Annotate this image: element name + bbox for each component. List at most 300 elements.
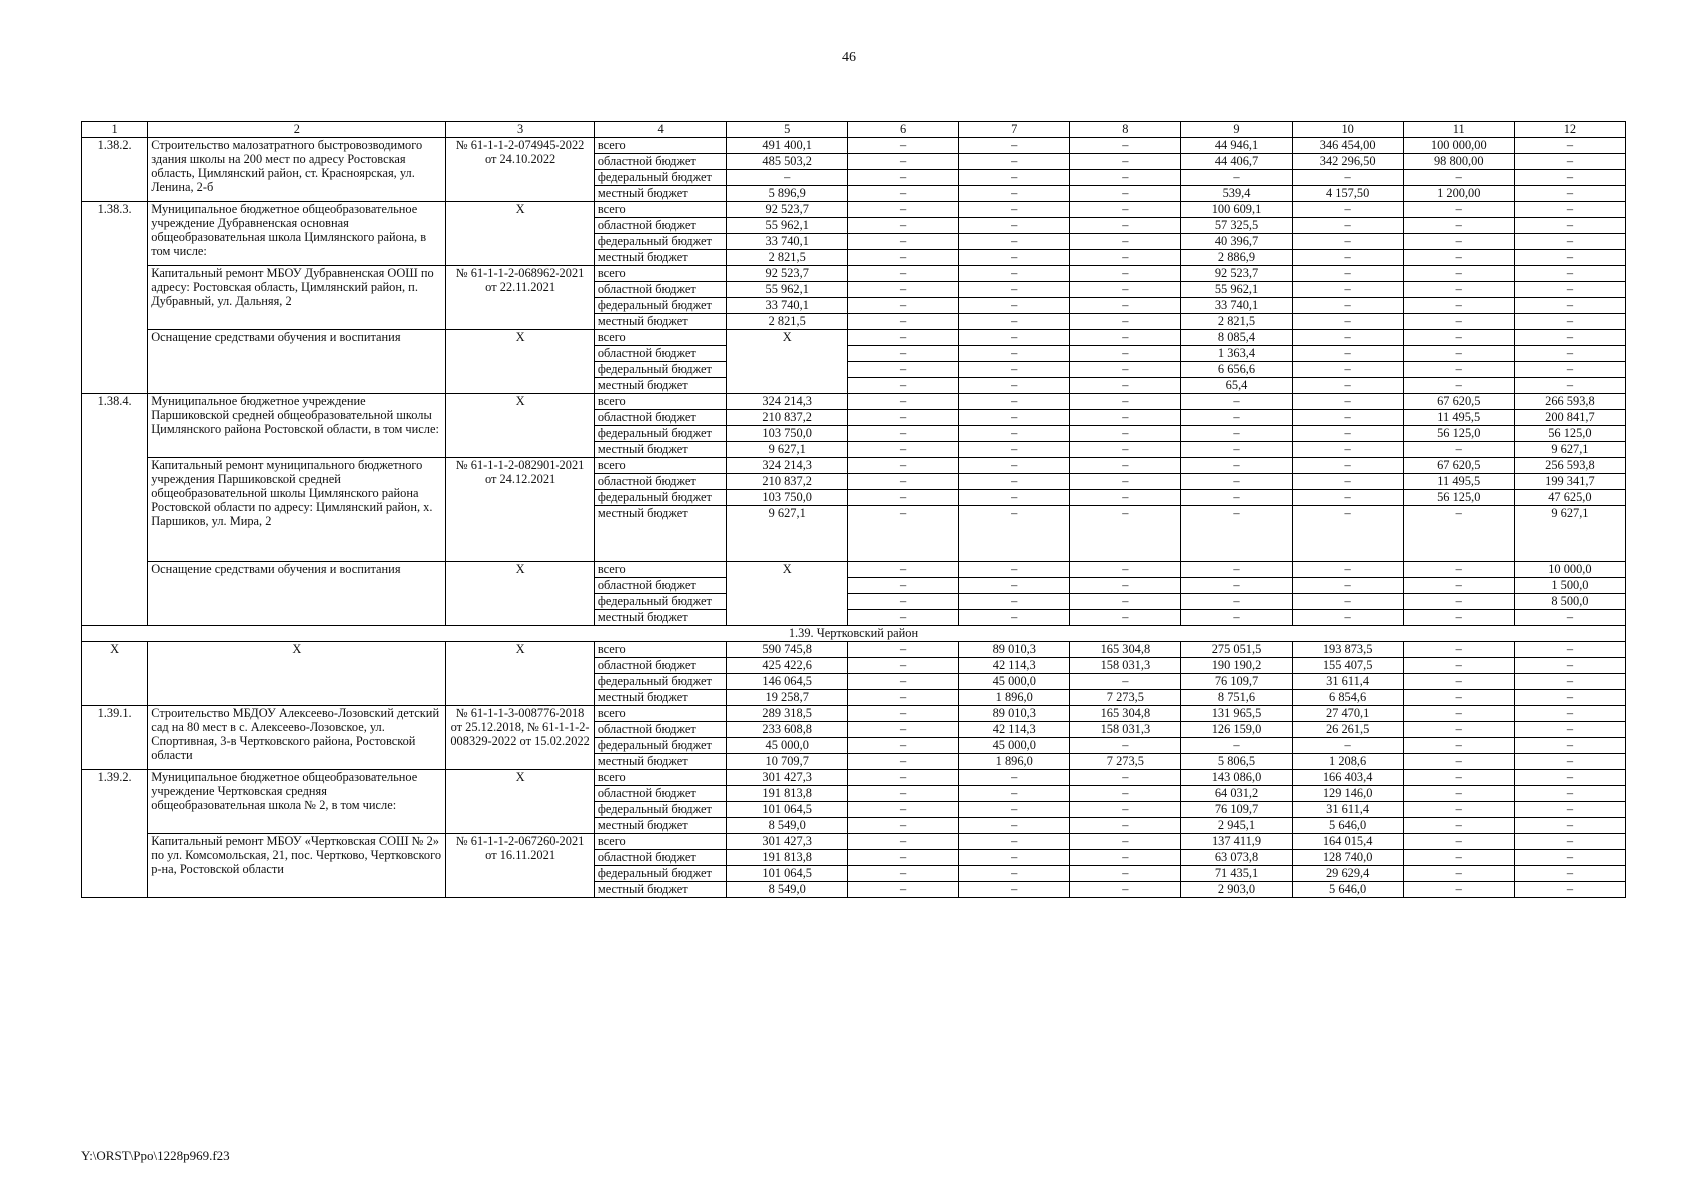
table-cell: – [1181, 170, 1292, 186]
table-row [82, 330, 1626, 346]
table-cell: – [1292, 738, 1403, 754]
table-cell: – [959, 562, 1070, 578]
table-cell: № 61-1-1-2-074945-2022 от 24.10.2022 [446, 138, 595, 202]
table-cell: 137 411,9 [1181, 834, 1292, 850]
table-cell: – [848, 738, 959, 754]
table-cell: – [1403, 722, 1514, 738]
table-cell: – [1403, 866, 1514, 882]
table-cell: 45 000,0 [959, 738, 1070, 754]
table-cell: 131 965,5 [1181, 706, 1292, 722]
table-cell: местный бюджет [594, 442, 726, 458]
table-cell: 2 821,5 [727, 314, 848, 330]
table-cell: местный бюджет [594, 610, 726, 626]
table-cell: областной бюджет [594, 474, 726, 490]
table-cell: – [1514, 674, 1625, 690]
table-cell: 9 627,1 [1514, 442, 1625, 458]
table-cell: – [1292, 578, 1403, 594]
table-cell: – [848, 202, 959, 218]
table-cell: – [1181, 458, 1292, 474]
table-cell: – [1292, 282, 1403, 298]
table-cell: – [1292, 426, 1403, 442]
table-cell: – [1514, 202, 1625, 218]
section-header-row [82, 626, 1626, 642]
table-cell: – [1514, 346, 1625, 362]
table-cell: 158 031,3 [1070, 658, 1181, 674]
table-cell: 8 549,0 [727, 818, 848, 834]
table-cell: 67 620,5 [1403, 394, 1514, 410]
table-cell: 324 214,3 [727, 458, 848, 474]
table-cell: – [1514, 754, 1625, 770]
table-cell: – [959, 170, 1070, 186]
column-number: 4 [594, 122, 726, 138]
table-cell: – [1292, 170, 1403, 186]
table-cell: – [1403, 562, 1514, 578]
table-cell: – [1292, 442, 1403, 458]
table-cell: федеральный бюджет [594, 674, 726, 690]
table-cell: – [1070, 298, 1181, 314]
table-cell: – [1514, 362, 1625, 378]
table-cell: – [1070, 314, 1181, 330]
table-cell: всего [594, 706, 726, 722]
table-cell: 11 495,5 [1403, 474, 1514, 490]
table-cell: – [1292, 346, 1403, 362]
table-cell: – [1181, 410, 1292, 426]
table-cell: областной бюджет [594, 154, 726, 170]
footer-file-path: Y:\ORST\Ppo\1228p969.f23 [81, 1148, 230, 1163]
table-cell: – [1181, 490, 1292, 506]
table-cell: 101 064,5 [727, 866, 848, 882]
table-cell: 289 318,5 [727, 706, 848, 722]
table-cell: – [959, 410, 1070, 426]
table-cell: местный бюджет [594, 506, 726, 562]
table-cell: Оснащение средствами обучения и воспитания [148, 562, 446, 626]
table-cell: – [1070, 170, 1181, 186]
table-cell: областной бюджет [594, 346, 726, 362]
table-cell: 44 946,1 [1181, 138, 1292, 154]
table-cell: – [1403, 346, 1514, 362]
table-cell: 539,4 [1181, 186, 1292, 202]
table-cell: – [1070, 378, 1181, 394]
table-cell: – [959, 458, 1070, 474]
table-cell: 8 085,4 [1181, 330, 1292, 346]
table-cell: – [848, 458, 959, 474]
table-cell: 6 854,6 [1292, 690, 1403, 706]
table-cell: – [959, 610, 1070, 626]
table-cell: местный бюджет [594, 314, 726, 330]
table-cell: – [848, 170, 959, 186]
table-cell: – [1292, 594, 1403, 610]
table-cell: – [959, 186, 1070, 202]
table-cell: – [848, 770, 959, 786]
table-cell: 33 740,1 [727, 298, 848, 314]
table-cell: – [848, 882, 959, 898]
table-cell: – [1181, 594, 1292, 610]
table-cell: – [848, 722, 959, 738]
table-cell: № 61-1-1-2-068962-2021 от 22.11.2021 [446, 266, 595, 330]
table-cell: – [848, 562, 959, 578]
table-cell: 19 258,7 [727, 690, 848, 706]
table-cell: 42 114,3 [959, 722, 1070, 738]
table-cell: – [848, 818, 959, 834]
table-cell: – [1292, 362, 1403, 378]
table-cell: 1.38.3. [82, 202, 148, 394]
table-cell: 143 086,0 [1181, 770, 1292, 786]
table-cell: – [848, 266, 959, 282]
table-cell: – [1070, 594, 1181, 610]
table-cell: – [1403, 250, 1514, 266]
table-cell: 1.38.2. [82, 138, 148, 202]
table-cell: – [848, 186, 959, 202]
table-cell: – [1070, 610, 1181, 626]
table-cell: местный бюджет [594, 754, 726, 770]
table-cell: – [1514, 882, 1625, 898]
table-cell: 1 363,4 [1181, 346, 1292, 362]
table-cell: – [1292, 490, 1403, 506]
table-cell: 45 000,0 [727, 738, 848, 754]
table-cell: – [1514, 722, 1625, 738]
table-cell: 26 261,5 [1292, 722, 1403, 738]
table-cell: – [1070, 218, 1181, 234]
table-cell: – [1292, 458, 1403, 474]
table-cell: X [446, 642, 595, 706]
table-cell: – [1292, 266, 1403, 282]
table-cell: – [959, 154, 1070, 170]
table-cell: местный бюджет [594, 882, 726, 898]
table-cell: – [1292, 250, 1403, 266]
column-number: 8 [1070, 122, 1181, 138]
table-cell: – [1070, 490, 1181, 506]
table-cell: 27 470,1 [1292, 706, 1403, 722]
table-cell: – [1292, 474, 1403, 490]
table-cell: федеральный бюджет [594, 802, 726, 818]
table-row [82, 394, 1626, 410]
table-cell: 129 146,0 [1292, 786, 1403, 802]
table-cell: – [959, 866, 1070, 882]
table-cell: – [848, 658, 959, 674]
table-cell: – [959, 378, 1070, 394]
table-cell: – [959, 298, 1070, 314]
table-cell: 55 962,1 [727, 282, 848, 298]
table-cell: 31 611,4 [1292, 802, 1403, 818]
table-cell: – [1403, 706, 1514, 722]
table-cell: – [1403, 754, 1514, 770]
table-cell: – [1514, 706, 1625, 722]
table-cell: – [848, 506, 959, 562]
table-cell: 10 709,7 [727, 754, 848, 770]
table-cell: 45 000,0 [959, 674, 1070, 690]
table-cell: – [1514, 378, 1625, 394]
table-cell: федеральный бюджет [594, 234, 726, 250]
table-cell: – [959, 346, 1070, 362]
table-cell: 324 214,3 [727, 394, 848, 410]
table-cell: – [959, 490, 1070, 506]
table-cell: – [848, 642, 959, 658]
table-cell: – [848, 578, 959, 594]
table-cell: – [959, 202, 1070, 218]
table-cell: – [1070, 834, 1181, 850]
table-cell: – [1070, 578, 1181, 594]
table-cell: 55 962,1 [727, 218, 848, 234]
table-cell: 2 903,0 [1181, 882, 1292, 898]
table-cell: – [1070, 674, 1181, 690]
table-cell: – [1181, 578, 1292, 594]
table-cell: – [1514, 234, 1625, 250]
table-cell: – [1403, 442, 1514, 458]
table-cell: 158 031,3 [1070, 722, 1181, 738]
table-cell: – [1514, 802, 1625, 818]
table-cell: – [848, 330, 959, 346]
table-cell: X [446, 394, 595, 458]
table-cell: – [1070, 426, 1181, 442]
table-row [82, 642, 1626, 658]
table-cell: – [1070, 138, 1181, 154]
table-cell: – [848, 298, 959, 314]
table-cell: всего [594, 138, 726, 154]
table-cell: 100 609,1 [1181, 202, 1292, 218]
table-cell: – [1514, 658, 1625, 674]
table-cell: областной бюджет [594, 282, 726, 298]
table-cell: – [959, 314, 1070, 330]
table-cell: 89 010,3 [959, 642, 1070, 658]
table-cell: 71 435,1 [1181, 866, 1292, 882]
table-cell: всего [594, 770, 726, 786]
table-cell: – [1403, 218, 1514, 234]
table-cell: – [848, 866, 959, 882]
table-cell: 128 740,0 [1292, 850, 1403, 866]
table-cell: – [1070, 154, 1181, 170]
table-cell: X [446, 202, 595, 266]
table-cell: Муниципальное бюджетное учреждение Паршиковской средней общеобразовательной школы Цимлянского района Ростовской области, в том числе: [148, 394, 446, 458]
column-number: 11 [1403, 122, 1514, 138]
table-cell: – [1403, 658, 1514, 674]
table-cell: 4 157,50 [1292, 186, 1403, 202]
table-cell: – [1292, 562, 1403, 578]
table-cell: 5 806,5 [1181, 754, 1292, 770]
table-cell: X [148, 642, 446, 706]
table-cell: – [959, 234, 1070, 250]
table-cell: – [848, 282, 959, 298]
table-cell: 1 896,0 [959, 754, 1070, 770]
table-cell: Капитальный ремонт МБОУ «Чертковская СОШ № 2» по ул. Комсомольская, 21, пос. Чертково, Чертковского р-на, Ростовской области [148, 834, 446, 898]
column-number: 1 [82, 122, 148, 138]
table-cell: 165 304,8 [1070, 642, 1181, 658]
table-cell: – [1070, 506, 1181, 562]
table-cell: 57 325,5 [1181, 218, 1292, 234]
table-row [82, 266, 1626, 282]
table-cell: 193 873,5 [1292, 642, 1403, 658]
table-cell: – [959, 330, 1070, 346]
table-cell: 103 750,0 [727, 426, 848, 442]
table-cell: – [1403, 610, 1514, 626]
table-cell: федеральный бюджет [594, 362, 726, 378]
table-cell: областной бюджет [594, 722, 726, 738]
table-cell: – [1070, 458, 1181, 474]
table-cell: – [1403, 234, 1514, 250]
table-cell: 491 400,1 [727, 138, 848, 154]
table-cell: 10 000,0 [1514, 562, 1625, 578]
table-cell: 76 109,7 [1181, 674, 1292, 690]
table-cell: 8 549,0 [727, 882, 848, 898]
table-cell: 275 051,5 [1181, 642, 1292, 658]
table-cell: 1 500,0 [1514, 578, 1625, 594]
table-cell: 200 841,7 [1514, 410, 1625, 426]
table-cell: – [1292, 314, 1403, 330]
table-cell: федеральный бюджет [594, 426, 726, 442]
table-cell: – [1403, 298, 1514, 314]
table-cell: – [1070, 882, 1181, 898]
table-cell: – [959, 850, 1070, 866]
table-cell: – [1514, 138, 1625, 154]
table-cell: – [848, 786, 959, 802]
table-cell: – [1514, 866, 1625, 882]
table-cell: – [1514, 186, 1625, 202]
table-cell: всего [594, 458, 726, 474]
table-cell: – [1514, 170, 1625, 186]
table-cell: федеральный бюджет [594, 170, 726, 186]
table-cell: – [1070, 562, 1181, 578]
table-cell: 40 396,7 [1181, 234, 1292, 250]
table-cell: местный бюджет [594, 378, 726, 394]
table-cell: – [1514, 786, 1625, 802]
table-cell: – [848, 410, 959, 426]
table-cell: – [1292, 218, 1403, 234]
table-cell: – [1514, 850, 1625, 866]
table-cell: 1 896,0 [959, 690, 1070, 706]
table-cell: 89 010,3 [959, 706, 1070, 722]
table-cell: – [959, 578, 1070, 594]
table-cell: 126 159,0 [1181, 722, 1292, 738]
table-cell: – [959, 282, 1070, 298]
table-cell: – [848, 834, 959, 850]
table-cell: – [848, 674, 959, 690]
table-cell: – [1070, 770, 1181, 786]
table-cell: 9 627,1 [1514, 506, 1625, 562]
table-cell: – [1181, 738, 1292, 754]
table-cell: – [1292, 234, 1403, 250]
table-cell: местный бюджет [594, 186, 726, 202]
column-number: 7 [959, 122, 1070, 138]
table-cell: – [1070, 738, 1181, 754]
table-cell: 190 190,2 [1181, 658, 1292, 674]
table-cell: – [1070, 330, 1181, 346]
table-cell: – [1070, 266, 1181, 282]
table-cell: – [848, 346, 959, 362]
table-cell: – [1070, 202, 1181, 218]
table-row [82, 834, 1626, 850]
table-cell: – [1070, 474, 1181, 490]
table-cell: 29 629,4 [1292, 866, 1403, 882]
table-cell: – [1292, 378, 1403, 394]
table-cell: 485 503,2 [727, 154, 848, 170]
table-cell: – [1514, 266, 1625, 282]
table-cell: 33 740,1 [727, 234, 848, 250]
table-cell: областной бюджет [594, 658, 726, 674]
table-cell: Муниципальное бюджетное общеобразовательное учреждение Чертковская средняя общеобразовательная школа № 2, в том числе: [148, 770, 446, 834]
page-number: 46 [842, 50, 856, 65]
table-cell: – [1514, 770, 1625, 786]
table-cell: 63 073,8 [1181, 850, 1292, 866]
table-cell: – [1181, 506, 1292, 562]
table-cell: – [727, 170, 848, 186]
table-cell: федеральный бюджет [594, 866, 726, 882]
table-cell: 5 646,0 [1292, 882, 1403, 898]
table-cell: – [1181, 442, 1292, 458]
column-number: 10 [1292, 122, 1403, 138]
table-cell: – [959, 442, 1070, 458]
table-cell: – [1070, 410, 1181, 426]
table-cell: 1 208,6 [1292, 754, 1403, 770]
table-cell: – [1292, 394, 1403, 410]
table-cell: 31 611,4 [1292, 674, 1403, 690]
table-cell: 1.39.2. [82, 770, 148, 898]
table-cell: – [848, 594, 959, 610]
table-cell: 7 273,5 [1070, 690, 1181, 706]
table-cell: 301 427,3 [727, 770, 848, 786]
table-cell: Строительство МБДОУ Алексеево-Лозовский детский сад на 80 мест в с. Алексеево-Лозовское, ул. Спортивная, 3-в Чертковского района, Ростовской области [148, 706, 446, 770]
table-cell: местный бюджет [594, 690, 726, 706]
table-cell: – [1514, 642, 1625, 658]
table-cell: – [1292, 330, 1403, 346]
table-cell: – [1403, 594, 1514, 610]
table-cell: X [727, 562, 848, 626]
table-cell: 6 656,6 [1181, 362, 1292, 378]
table-cell: 590 745,8 [727, 642, 848, 658]
table-cell: – [959, 394, 1070, 410]
table-cell: – [848, 138, 959, 154]
table-cell: X [727, 330, 848, 394]
table-cell: – [1181, 426, 1292, 442]
table-cell: – [1403, 314, 1514, 330]
table-cell: – [959, 818, 1070, 834]
table-cell: – [1070, 362, 1181, 378]
table-cell: 5 646,0 [1292, 818, 1403, 834]
table-cell: 346 454,00 [1292, 138, 1403, 154]
table-cell: 8 751,6 [1181, 690, 1292, 706]
table-cell: 199 341,7 [1514, 474, 1625, 490]
table-cell: 146 064,5 [727, 674, 848, 690]
table-cell: 65,4 [1181, 378, 1292, 394]
table-cell: – [848, 378, 959, 394]
table-cell: – [959, 426, 1070, 442]
table-cell: – [1292, 298, 1403, 314]
table-cell: 2 945,1 [1181, 818, 1292, 834]
table-cell: 55 962,1 [1181, 282, 1292, 298]
table-cell: – [848, 154, 959, 170]
table-cell: – [1514, 738, 1625, 754]
table-cell: областной бюджет [594, 850, 726, 866]
table-cell: – [959, 250, 1070, 266]
table-cell: – [1403, 850, 1514, 866]
table-cell: – [1070, 186, 1181, 202]
table-cell: 76 109,7 [1181, 802, 1292, 818]
table-cell: – [959, 218, 1070, 234]
table-cell: – [1514, 250, 1625, 266]
table-cell: 9 627,1 [727, 506, 848, 562]
table-row [82, 138, 1626, 154]
table-cell: – [959, 770, 1070, 786]
table-cell: – [1514, 218, 1625, 234]
table-cell: – [1070, 786, 1181, 802]
table-cell: – [848, 754, 959, 770]
table-cell: – [1403, 882, 1514, 898]
table-cell: местный бюджет [594, 818, 726, 834]
table-cell: – [1292, 610, 1403, 626]
table-cell: – [1403, 506, 1514, 562]
table-cell: всего [594, 642, 726, 658]
table-cell: – [1514, 298, 1625, 314]
table-cell: 2 886,9 [1181, 250, 1292, 266]
table-cell: 1 200,00 [1403, 186, 1514, 202]
